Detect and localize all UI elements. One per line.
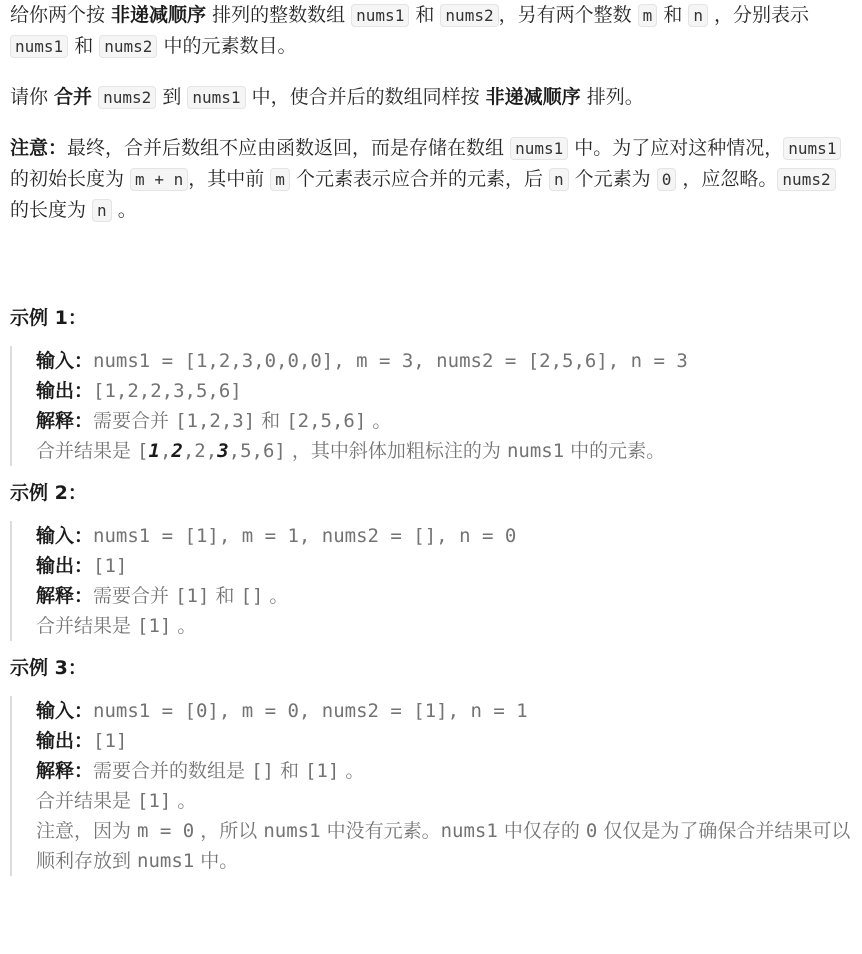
text: 。 [171,615,197,637]
text: 中仅存的 [497,820,586,842]
text: 和 [209,585,241,607]
code-text: m = 0 [137,820,195,842]
highlighted-element: 2 [171,440,183,462]
example-3-title: 示例 3： [10,657,87,679]
bold-text: 非递减顺序 [485,86,581,108]
explanation-label: 解释： [36,760,94,782]
inline-code: n [688,4,708,27]
merged-array [137,440,286,462]
text: 排列的整数数组 [206,4,352,26]
bold-text: 非递减顺序 [111,4,207,26]
example-1-explanation [36,406,852,436]
text: 中的元素数目。 [157,35,297,57]
code-text: ,2, [182,440,218,462]
inline-code: 0 [657,168,677,191]
inline-code: nums2 [98,86,156,109]
input-label: 输入： [36,700,94,722]
code-text: [1] [305,760,340,782]
text: 合并结果是 [36,615,138,637]
bold-text: 合并 [54,86,93,108]
example-3-input [36,696,852,726]
text: 的长度为 [10,199,93,221]
example-3-block [10,696,852,876]
example-3-result [36,786,852,816]
example-1-block [10,346,852,466]
inline-code: nums1 [351,4,409,27]
text: 中的元素。 [564,440,666,462]
output-value: [1] [93,730,128,752]
example-2-title: 示例 2： [10,482,87,504]
output-label: 输出： [36,555,94,577]
code-text: ,5,6] [228,440,286,462]
example-1-title: 示例 1： [10,307,87,329]
input-value: nums1 = [1,2,3,0,0,0], m = 3, nums2 = [2,5,6], n = 3 [93,350,688,372]
inline-code: nums1 [783,137,841,160]
text: 需要合并 [93,585,176,607]
input-label: 输入： [36,350,94,372]
example-2-result [36,611,852,641]
example-2-input [36,521,852,551]
inline-code: n [549,168,569,191]
inline-code: nums2 [777,168,835,191]
text: 需要合并 [93,410,176,432]
example-1-result [36,436,852,466]
text: 和 [409,4,441,26]
example-3-note [36,816,852,876]
example-3-output [36,726,852,756]
code-text: [1] [137,790,172,812]
description-paragraph-3 [10,133,852,226]
inline-code: n [92,199,112,222]
text: ，应忽略。 [676,168,778,190]
note-label: 注意： [10,137,68,159]
code-text: nums1 [263,820,321,842]
text: ，其中前 [188,168,271,190]
text: 合并结果是 [36,440,138,462]
code-text: [] [251,760,274,782]
text: 。 [171,790,197,812]
description-paragraph-2 [10,82,852,113]
text: 中。 [194,850,239,872]
text: 和 [273,760,306,782]
code-text: [] [240,585,264,607]
example-1-input [36,346,852,376]
inline-code: nums2 [99,35,157,58]
output-label: 输出： [36,380,94,402]
inline-code: nums2 [440,4,498,27]
text: 合并结果是 [36,790,138,812]
input-label: 输入： [36,525,94,547]
highlighted-element: 1 [148,440,160,462]
text: 仅仅是为了确保合并结果可以顺利存放到 [36,820,851,872]
output-value: [1] [93,555,128,577]
code-text: 0 [585,820,598,842]
example-2-block [10,521,852,641]
text: 中。为了应对这种情况， [568,137,784,159]
text: 个元素为 [568,168,657,190]
code-text: [ [137,440,149,462]
code-text: nums1 [506,440,565,462]
code-text: nums1 [137,850,195,872]
output-label: 输出： [36,730,94,752]
code-text: nums1 [440,820,498,842]
text: 和 [68,35,100,57]
text: 个元素表示应合并的元素，后 [289,168,549,190]
text: ，所以 [194,820,264,842]
code-text: [2,5,6] [286,410,367,432]
example-3-explanation [36,756,852,786]
text: 排列。 [580,86,644,108]
text: 的初始长度为 [10,168,131,190]
highlighted-element: 3 [217,440,229,462]
code-text: [1] [175,585,210,607]
code-text: [1] [137,615,172,637]
description-paragraph-1 [10,0,852,62]
explanation-label: 解释： [36,585,94,607]
code-text: [1,2,3] [175,410,256,432]
spacer [10,246,852,305]
text: 注意，因为 [36,820,138,842]
text: 。 [339,760,365,782]
text: 。 [366,410,392,432]
inline-code: nums1 [10,35,68,58]
text: 。 [111,199,137,221]
example-2-output [36,551,852,581]
text: ，分别表示 [708,4,810,26]
code-text: , [159,440,172,462]
inline-code: m + n [130,168,188,191]
example-2-explanation [36,581,852,611]
inline-code: nums1 [510,137,568,160]
inline-code: nums1 [187,86,245,109]
output-value: [1,2,2,3,5,6] [93,380,242,402]
text: 和 [255,410,287,432]
text: 到 [156,86,188,108]
text: 和 [657,4,689,26]
text: ，其中斜体加粗标注的为 [285,440,507,462]
input-value: nums1 = [1], m = 1, nums2 = [], n = 0 [93,525,517,547]
text: 需要合并的数组是 [93,760,252,782]
example-1-output [36,376,852,406]
explanation-label: 解释： [36,410,94,432]
inline-code: m [270,168,290,191]
text: ，另有两个整数 [498,4,638,26]
text: 中没有元素。 [320,820,441,842]
text: 。 [263,585,289,607]
inline-code: m [638,4,658,27]
text: 最终，合并后数组不应由函数返回，而是存储在数组 [67,137,511,159]
text: 给你两个按 [10,4,112,26]
text: 请你 [10,86,55,108]
input-value: nums1 = [0], m = 0, nums2 = [1], n = 1 [93,700,528,722]
text: 中，使合并后的数组同样按 [245,86,486,108]
